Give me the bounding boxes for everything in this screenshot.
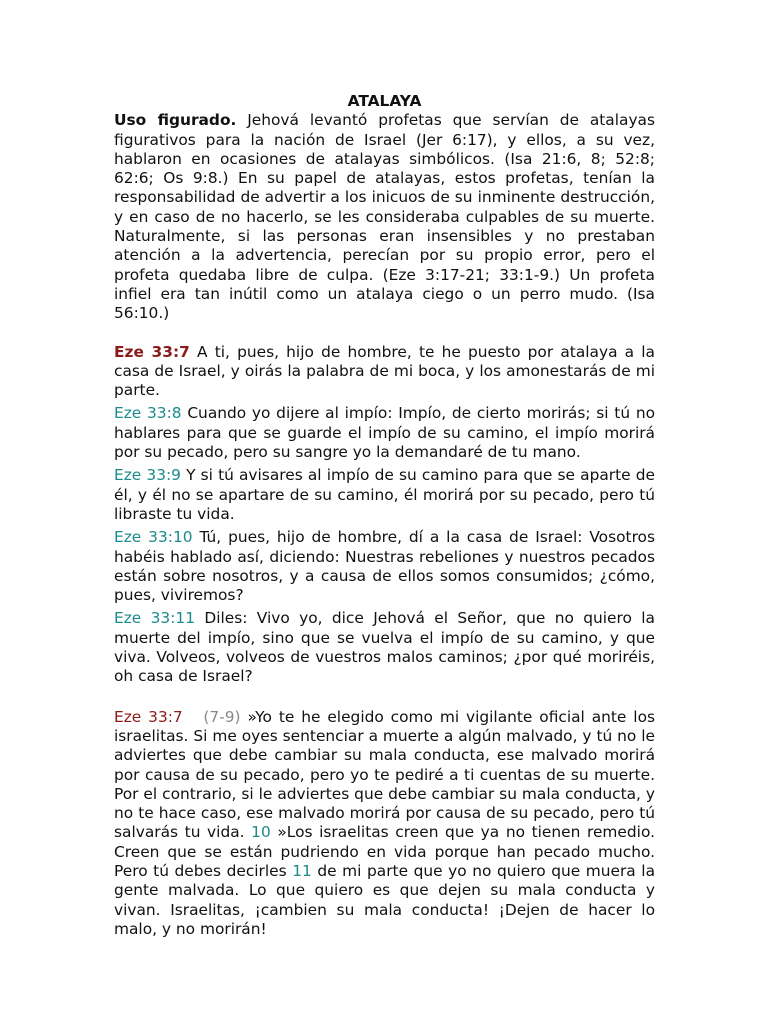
- verse-eze-33-11: [114, 609, 655, 686]
- verse-eze-33-7: [114, 343, 655, 401]
- verse-reference: Eze 33:11: [114, 609, 195, 628]
- document-page: [114, 92, 655, 939]
- verse-reference: Eze 33:7: [114, 342, 190, 361]
- verse-number-10: 10: [251, 823, 271, 842]
- paraphrase-text-part3: de mi parte que yo no quiero que muera la gente malvada. Lo que quiero es que dejen su mala conducta y vivan. Israelitas, ¡cambien su mala conducta! ¡Dejen de hacer lo malo, y no morirán!: [114, 861, 656, 938]
- document-title: ATALAYA: [347, 92, 422, 110]
- verse-text: Tú, pues, hijo de hombre, dí a la casa de Israel: Vosotros habéis hablado así, diciendo: Nuestras rebeliones y nuestros pecados están sobre nosotros, y a causa de ellos somos consumidos; ¿cómo, pues, viviremos?: [114, 528, 655, 605]
- verse-range: (7-9): [203, 707, 241, 726]
- verse-eze-33-10: [114, 528, 655, 605]
- verse-text: Diles: Vivo yo, dice Jehová el Señor, que no quiero la muerte del impío, sino que se vuelva el impío de su camino, y que viva. Volveos, volveos de vuestros malos caminos; ¿por qué moriréis, oh casa de Israel?: [114, 609, 655, 686]
- verse-reference: Eze 33:8: [114, 404, 182, 423]
- verse-text: Y si tú avisares al impío de su camino para que se aparte de él, y él no se apartare de su camino, él morirá por su pecado, pero tú libraste tu vida.: [114, 466, 655, 523]
- section-lead: Uso figurado.: [114, 111, 237, 130]
- verse-eze-33-8: [114, 404, 655, 462]
- verse-text: Cuando yo dijere al impío: Impío, de cierto morirás; si tú no hablares para que se guarde el impío de su camino, el impío morirá por su pecado, pero su sangre yo la demandaré de tu mano.: [114, 404, 656, 462]
- verse-reference: Eze 33:9: [114, 466, 181, 485]
- paraphrase-paragraph: [114, 708, 655, 940]
- paraphrase-text-part2: »Los israelitas creen que ya no tienen remedio. Creen que se están pudriendo en vida porque han pecado mucho. Pero tú debes decirles: [114, 823, 655, 880]
- section-text: Jehová levantó profetas que servían de atalayas figurativos para la nación de Israel (Jer 6:17), y ellos, a su vez, hablaron en ocasiones de atalayas simbólicos. (Isa 21:6, 8; 52:8; 62:6; Os 9:8.) En su papel de atalayas, estos profetas, tenían la responsabilidad de advertir a los inicuos de su inminente destrucción, y en caso de no hacerlo, se les consideraba culpables de su muerte. Naturalmente, si las personas eran insensibles y no prestaban atención a la advertencia, perecían por su propio error, pero el profeta quedaba libre de culpa. (Eze 3:17-21; 33:1-9.) Un profeta infiel era tan inútil como un atalaya ciego o un perro mudo. (Isa 56:10.): [114, 111, 656, 323]
- paraphrase-text-part1: »Yo te he elegido como mi vigilante oficial ante los israelitas. Si me oyes sentenciar a muerte a algún malvado, y tú no le adviertes que debe cambiar su mala conducta, ese malvado morirá por causa de su pecado, pero yo te pediré a ti cuentas de su muerte. Por el contrario, si le adviertes que debe cambiar su mala conducta, y no te hace caso, ese malvado morirá por causa de su pecado, pero tú salvarás tu vida.: [114, 707, 656, 842]
- verse-text: A ti, pues, hijo de hombre, te he puesto por atalaya a la casa de Israel, y oirás la palabra de mi boca, y los amonestarás de mi parte.: [114, 342, 655, 400]
- verse-reference: Eze 33:10: [114, 528, 193, 547]
- section-spacer: [114, 691, 655, 708]
- verse-eze-33-9: [114, 466, 655, 524]
- paraphrase-reference: Eze 33:7: [114, 707, 183, 726]
- figurative-use-paragraph: [114, 111, 655, 323]
- verse-number-11: 11: [292, 861, 312, 880]
